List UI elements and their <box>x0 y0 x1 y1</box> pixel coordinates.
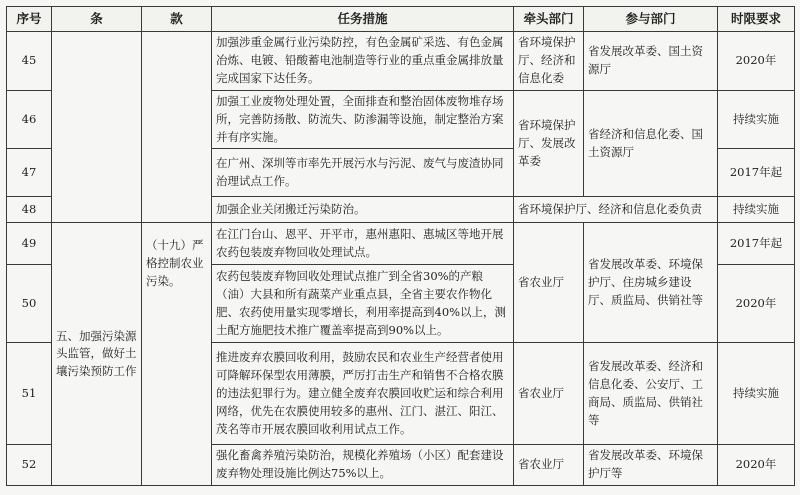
partner-departments: 省经济和信息化委、国土资源厅 <box>584 91 718 197</box>
partner-departments: 省发展改革委、环境保护厅、住房城乡建设厅、质监局、供销社等 <box>584 223 718 343</box>
measure-text: 农药包装废弃物回收处理试点推广到全省30%的产粮（油）大县和所有蔬菜产业重点县，全省主要农作物化肥、农药使用量实现零增长，利用率提高到40%以上，测土配方施肥技术推广覆盖率提高到90%以上。 <box>212 265 514 343</box>
table-row <box>7 32 795 91</box>
deadline: 持续实施 <box>718 91 795 149</box>
measure-text: 加强涉重金属行业污染防控，有色金属矿采选、有色金属冶炼、电镀、铅酸蓄电池制造等行业的重点重金属排放量完成国家下达任务。 <box>212 32 514 91</box>
header-deadline: 时限要求 <box>718 7 795 32</box>
lead-department: 省农业厅 <box>514 445 584 486</box>
header-measure: 任务措施 <box>212 7 514 32</box>
measure-text: 在广州、深圳等市率先开展污水与污泥、废气与废渣协同治理试点工作。 <box>212 149 514 197</box>
row-number: 52 <box>7 445 52 486</box>
clause-cell <box>142 32 212 223</box>
deadline: 2017年起 <box>718 223 795 265</box>
measure-text: 强化畜禽养殖污染防治，规模化养殖场（小区）配套建设废弃物处理设施比例达75%以上。 <box>212 445 514 486</box>
header-clause: 款 <box>142 7 212 32</box>
header-article: 条 <box>52 7 142 32</box>
document-page <box>6 6 795 486</box>
table-row <box>7 223 795 265</box>
row-number: 46 <box>7 91 52 149</box>
article-text: 五、加强污染源头监管，做好土壤污染预防工作 <box>52 223 142 486</box>
lead-department-merged: 省环境保护厅、经济和信息化委负责 <box>514 197 718 223</box>
row-number: 49 <box>7 223 52 265</box>
partner-departments: 省发展改革委、环境保护厅等 <box>584 445 718 486</box>
row-number: 51 <box>7 343 52 445</box>
measure-text: 加强工业废物处理处置，全面排查和整治固体废物堆存场所，完善防扬散、防流失、防渗漏等设施，制定整治方案并有序实施。 <box>212 91 514 149</box>
partner-departments: 省发展改革委、经济和信息化委、公安厅、工商局、质监局、供销社等 <box>584 343 718 445</box>
deadline: 持续实施 <box>718 197 795 223</box>
deadline: 持续实施 <box>718 343 795 445</box>
article-cell <box>52 32 142 223</box>
row-number: 45 <box>7 32 52 91</box>
task-table <box>6 6 795 486</box>
measure-text: 在江门台山、恩平、开平市，惠州惠阳、惠城区等地开展农药包装废弃物回收处理试点。 <box>212 223 514 265</box>
deadline: 2020年 <box>718 265 795 343</box>
partner-departments: 省发展改革委、国土资源厅 <box>584 32 718 91</box>
deadline: 2020年 <box>718 32 795 91</box>
measure-text: 加强企业关闭搬迁污染防治。 <box>212 197 514 223</box>
clause-text: （十九）严格控制农业污染。 <box>142 223 212 486</box>
row-number: 47 <box>7 149 52 197</box>
row-number: 50 <box>7 265 52 343</box>
header-no: 序号 <box>7 7 52 32</box>
lead-department: 省环境保护厅、经济和信息化委 <box>514 32 584 91</box>
row-number: 48 <box>7 197 52 223</box>
lead-department: 省环境保护厅、发展改革委 <box>514 91 584 197</box>
lead-department: 省农业厅 <box>514 343 584 445</box>
measure-text: 推进废弃农膜回收利用，鼓励农民和农业生产经营者使用可降解环保型农用薄膜，严厉打击生产和销售不合格农膜的违法犯罪行为。建立健全废弃农膜回收贮运和综合利用网络，优先在农膜使用较多的惠州、江门、湛江、阳江、茂名等市开展农膜回收利用试点工作。 <box>212 343 514 445</box>
lead-department: 省农业厅 <box>514 223 584 343</box>
header-partner: 参与部门 <box>584 7 718 32</box>
header-row <box>7 7 795 32</box>
header-lead: 牵头部门 <box>514 7 584 32</box>
deadline: 2017年起 <box>718 149 795 197</box>
deadline: 2020年 <box>718 445 795 486</box>
